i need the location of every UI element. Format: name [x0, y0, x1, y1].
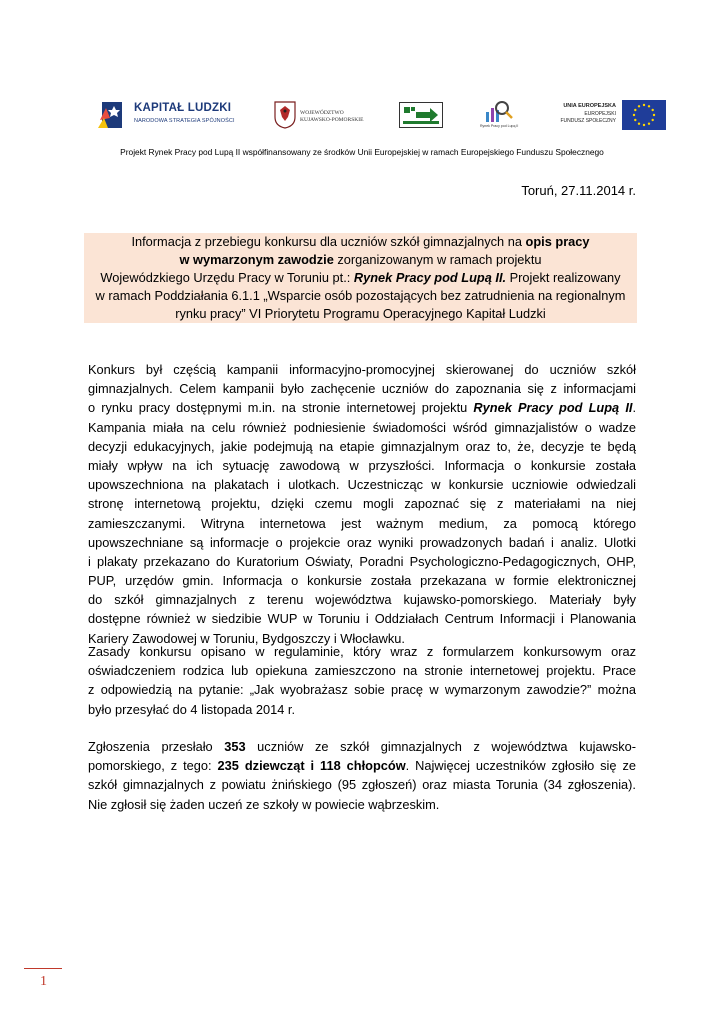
paragraph-line: szkół gimnazjalnych z powiatu żnińskiego (95 zgłoszeń) oraz miasta Torunia (34 zgłoszenia).: [88, 777, 636, 793]
paragraph-submissions: [88, 737, 636, 814]
kapital-ludzki-star-icon: [96, 98, 126, 132]
paragraph-line: dostępne również w siedzibie WUP w Toruniu i Oddziałach Centrum Informacji i Planowania: [88, 611, 636, 627]
paragraph-line: miały wpływ na ich sytuację zawodową w przyszłości. Informacja o konkursie została: [88, 457, 636, 473]
paragraph-line: o rynku pracy dostępnymi m.in. na stronie internetowej projektu Rynek Pracy pod Lupą II.: [88, 400, 636, 416]
rynek-pracy-caption: Rynek Pracy pod Lupą II: [480, 124, 519, 128]
paragraph-line: Zgłoszenia przesłało 353 uczniów ze szkół gimnazjalnych z województwa kujawsko-: [88, 739, 636, 754]
wup-logo: [399, 102, 443, 128]
paragraph-line: upowszechniona na plakatach i ulotkach. Uczestnicząc w konkursie uczniowie odwiedzali: [88, 477, 636, 493]
paragraph-line: z odpowiedzią na pytanie: „Jak wyobrażasz sobie pracę w wymarzonym zawodzie?” można: [88, 682, 636, 698]
wojewodztwo-line2: KUJAWSKO-POMORSKIE: [300, 116, 364, 123]
wup-logo-bar: [403, 121, 439, 124]
paragraph-line: Zasady konkursu opisano w regulaminie, który wraz z formularzem konkursowym oraz: [88, 644, 636, 659]
paragraph-rules: [88, 642, 636, 719]
infobox-line-2: w wymarzonym zawodzie zorganizowanym w ramach projektu: [179, 252, 542, 267]
paragraph-line: zamieszczanymi. Witryna internetowa jest ważnym medium, za pomocą którego: [88, 515, 636, 531]
project-funding-line: Projekt Rynek Pracy pod Lupą II współfinansowany ze środków Unii Europejskiej w ramach Europejskiego Funduszu Społecznego: [120, 147, 604, 157]
wojewodztwo-line1: WOJEWÓDZTWO: [300, 110, 344, 116]
kapital-ludzki-name: KAPITAŁ LUDZKI: [134, 102, 232, 114]
page-number: 1: [40, 974, 47, 989]
paragraph-line: gimnazjalnych. Celem kampanii było zachęcenie uczniów do zapoznania się z informacjami: [88, 381, 636, 397]
paragraph-line: i plakaty przekazano do Kuratorium Oświaty, Poradni Psychologiczno-Pedagogicznych, OHP,: [88, 553, 636, 569]
logo-bar: [96, 96, 666, 136]
ue-line2: EUROPEJSKI: [584, 111, 616, 117]
paragraph-line: Konkurs był częścią kampanii informacyjno-promocyjnej skierowanej do uczniów szkół: [88, 362, 636, 377]
infobox-line-1: Informacja z przebiegu konkursu dla uczniów szkół gimnazjalnych na opis pracy: [131, 234, 590, 249]
wojewodztwo-logo: [274, 96, 374, 136]
magnifier-icon: [480, 100, 516, 124]
title-infobox: [84, 233, 637, 323]
paragraph-line: Kampania miała na celu również podniesienie świadomości wśród gimnazjalistów o wadze: [88, 419, 636, 435]
paragraph-line: było przesyłać do 4 listopada 2014 r.: [88, 701, 296, 717]
rynek-pracy-logo: [480, 100, 519, 132]
page-number-rule: [24, 968, 62, 969]
kapital-ludzki-logo: [96, 96, 246, 136]
paragraph-line: stronę internetową projektu, dzięki czemu mogli zapoznać się z materiałami na niej: [88, 496, 636, 512]
infobox-line-5: rynku pracy” VI Priorytetu Programu Operacyjnego Kapitał Ludzki: [175, 306, 546, 321]
paragraph-line: decyzji edukacyjnych, jakie podejmują na etapie gimnazjalnym oraz to, że, decyzje te będą: [88, 438, 636, 454]
ue-line3: FUNDUSZ SPOŁECZNY: [560, 117, 616, 124]
coat-of-arms-icon: [274, 101, 296, 129]
paragraph-line: Kariery Zawodowej w Toruniu, Bydgoszczy i Włocławku.: [88, 630, 405, 646]
infobox-line-3: Wojewódzkiego Urzędu Pracy w Toruniu pt.: Rynek Pracy pod Lupą II. Projekt realizowany: [100, 270, 621, 285]
paragraph-line: upowszechniane są informacje o projekcie oraz wyniki prowadzonych badań i analiz. Ulotki: [88, 534, 636, 550]
unia-europejska-logo: [554, 100, 666, 132]
paragraph-line: do szkół gimnazjalnych z terenu województwa kujawsko-pomorskiego. Materiały były: [88, 592, 636, 608]
paragraph-line: pomorskiego, z tego: 235 dziewcząt i 118 chłopców. Najwięcej uczestników zgłosiło się ze: [88, 758, 636, 774]
ue-line1: UNIA EUROPEJSKA: [563, 103, 616, 109]
paragraph-campaign: [88, 360, 636, 648]
paragraph-line: PUP, urzędów gmin. Informacja o konkursie została przekazana w formie elektronicznej: [88, 573, 636, 589]
infobox-line-4: w ramach Poddziałania 6.1.1 „Wsparcie osób pozostających bez zatrudnienia na regionalnym: [95, 288, 626, 303]
paragraph-line: Nie zgłosił się żaden uczeń ze szkoły w powiecie wąbrzeskim.: [88, 796, 440, 812]
paragraph-line: oświadczeniem rodzica lub opiekuna zamieszczono na stronie internetowej projektu. Prace: [88, 663, 636, 679]
kapital-ludzki-subtitle: NARODOWA STRATEGIA SPÓJNOŚCI: [134, 118, 235, 124]
eu-flag-icon: [622, 100, 666, 130]
document-date: Toruń, 27.11.2014 r.: [521, 183, 636, 198]
